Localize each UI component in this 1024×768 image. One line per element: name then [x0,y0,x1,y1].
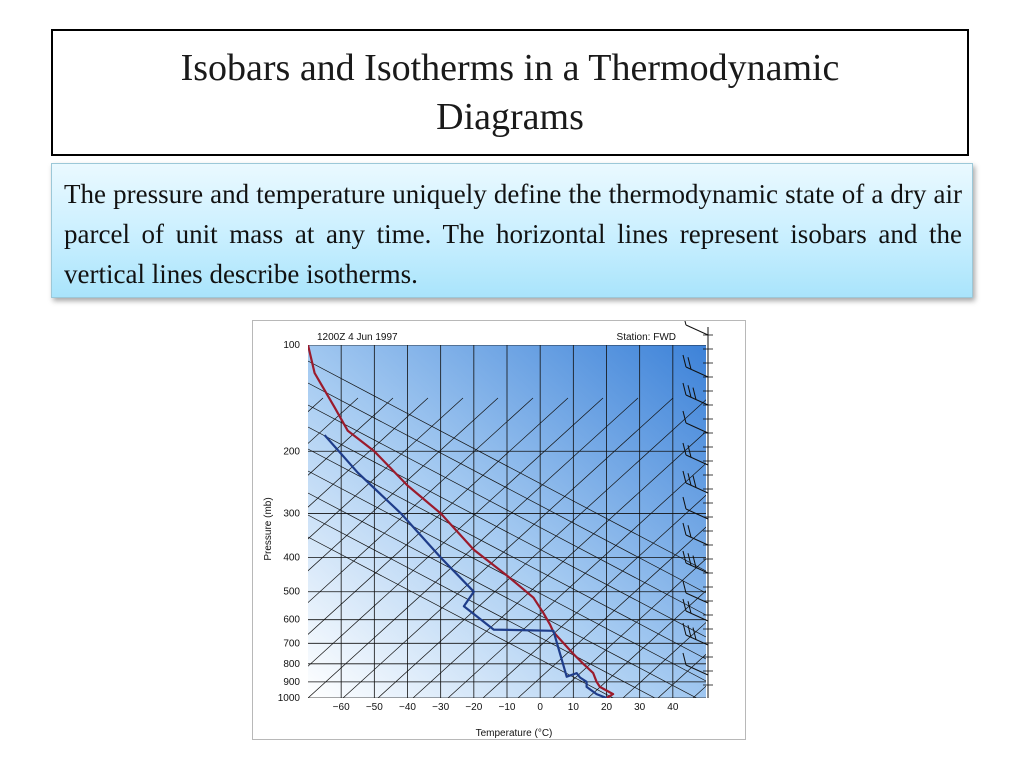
y-tick-label: 400 [283,552,300,564]
wind-barb-feather [683,321,686,325]
y-tick-label: 600 [283,614,300,626]
title-box [51,29,969,156]
y-tick-label: 900 [283,676,300,688]
y-tick-label: 1000 [277,693,300,704]
wind-barb-shaft [686,325,708,335]
y-tick-label: 700 [283,638,300,650]
wind-barb [683,321,708,335]
x-tick-label: −30 [432,702,450,713]
x-tick-label: −60 [332,702,350,713]
x-tick-label: 20 [600,702,613,713]
chart-header-left: 1200Z 4 Jun 1997 [317,332,398,343]
y-tick-label: 300 [283,508,300,520]
x-tick-label: −10 [498,702,516,713]
x-tick-label: −40 [399,702,416,713]
x-tick-label: 30 [634,702,646,713]
y-axis-label: Pressure (mb) [263,497,274,561]
x-tick-label: 40 [667,702,679,713]
y-tick-label: 800 [283,658,300,670]
chart-svg [253,321,745,739]
y-tick-label: 100 [283,340,300,351]
y-tick-label: 200 [283,446,300,458]
slide-title: Isobars and Isotherms in a Thermodynamic Diagrams [180,46,840,138]
x-tick-label: 10 [567,702,579,713]
x-tick-label: 0 [537,702,543,713]
y-tick-label: 500 [283,586,300,598]
description-box: The pressure and temperature uniquely define the thermodynamic state of a dry air parcel of unit mass at any time. The horizontal lines represent isobars and the vertical lines describe isotherms. [51,163,973,298]
x-tick-label: −50 [365,702,383,713]
x-tick-label: −20 [465,702,483,713]
chart-header-right: Station: FWD [616,332,676,343]
skew-t-diagram [252,320,746,740]
adiabat-line [728,398,745,698]
x-axis-label: Temperature (°C) [475,728,553,739]
